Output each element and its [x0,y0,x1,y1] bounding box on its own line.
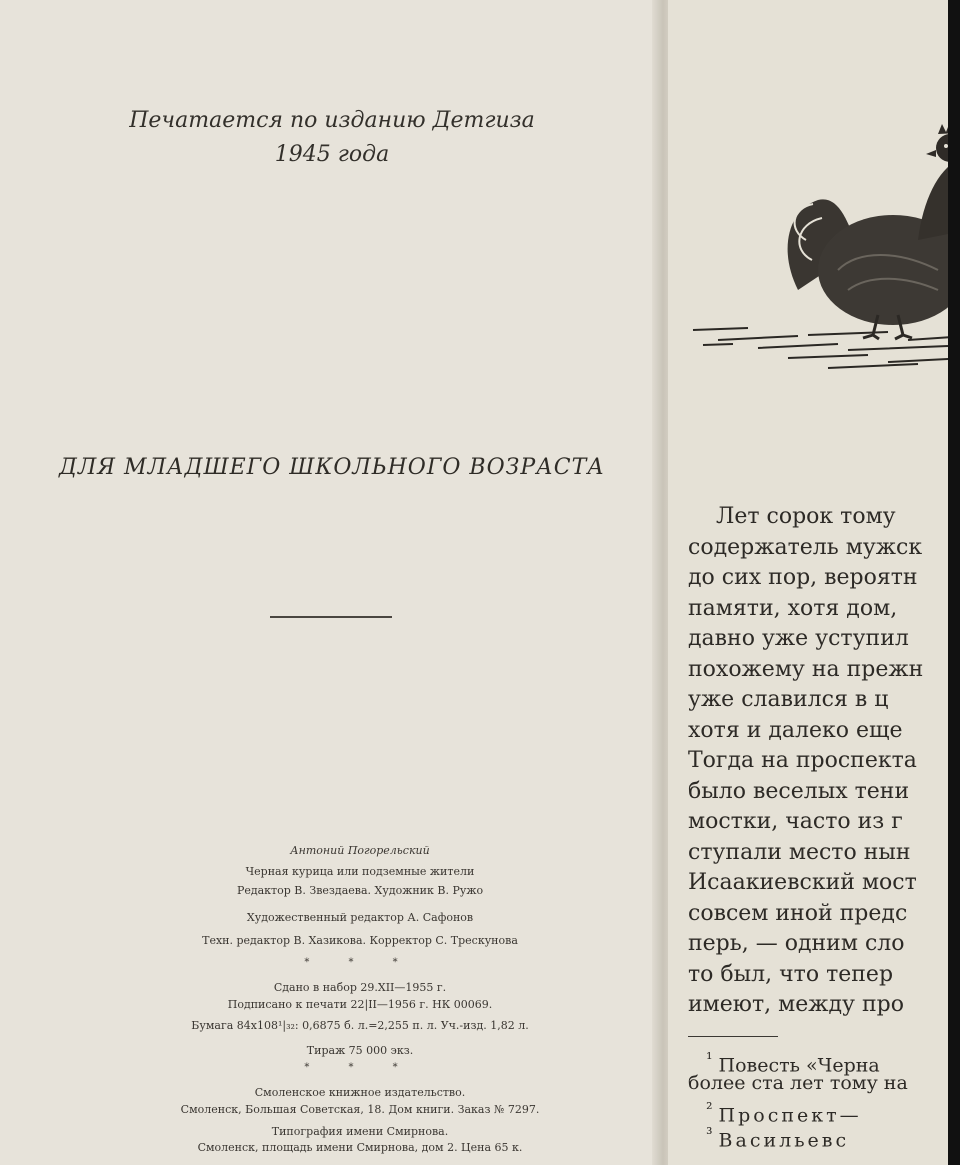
story-line: ступали место нын [688,839,911,865]
imprint-publisher: Смоленское книжное издательство. [254,1086,466,1099]
age-group-label: ДЛЯ МЛАДШЕГО ШКОЛЬНОГО ВОЗРАСТА [59,455,605,480]
imprint-editor: Редактор В. Звездаева. Художник В. Ружо [236,884,484,897]
imprint-signed: Подписано к печати 22|II—1956 г. НК 00069. [227,998,493,1011]
story-line: Тогда на проспекта [688,748,917,773]
story-line: совсем иной предс [688,900,908,926]
story-line: хотя и далеко еще [688,717,903,743]
footnote-2: $^{^2}$ Проспект— [706,1099,862,1127]
reprint-note-line2: 1945 года [274,142,390,167]
story-line: перь, — одним сло [688,931,905,956]
story-line: имеют, между про [688,992,904,1017]
reprint-note-line1: Печатается по изданию Детгиза [129,108,535,133]
story-line: было веселых тени [688,778,910,804]
story-line: памяти, хотя дом, [688,595,898,621]
right-page [668,0,960,1165]
footnotes [688,1046,960,1152]
imprint-printer-address: Смоленск, площадь имени Смирнова, дом 2. Цена 65 к. [197,1141,523,1154]
imprint-publisher-address: Смоленск, Большая Советская, 18. Дом книги. Заказ № 7297. [180,1103,540,1116]
imprint-print-run: Тираж 75 000 экз. [306,1044,414,1057]
imprint-typeset: Сдано в набор 29.XII—1955 г. [273,981,447,994]
rooster-illustration [688,100,960,400]
story-text [688,502,960,1021]
imprint-paper: Бумага 84x108¹|₃₂: 0,6875 б. л.=2,255 п. л. Уч.-изд. 1,82 л. [191,1019,529,1032]
story-line: уже славился в ц [688,687,889,712]
story-line: до сих пор, вероятн [688,565,918,590]
imprint-art-editor: Художественный редактор А. Сафонов [246,911,474,924]
footnote-rule [688,1036,778,1037]
story-line: похожему на прежн [688,656,924,682]
imprint-author: Антоний Погорельский [290,844,430,857]
story-line: Лет сорок тому [688,504,896,529]
page-edge-shadow [948,0,960,1165]
footnote-1: $^{^1}$ Повесть «Черна [706,1049,880,1077]
footnote-3: $^{^3}$ Васильевс [706,1124,850,1152]
story-line: давно уже уступил [688,626,909,651]
imprint-printer: Типография имени Смирнова. [271,1125,449,1138]
story-line: то был, что тепер [688,961,894,987]
imprint-stars: * * * [304,957,416,968]
imprint-stars-2: * * * [304,1062,416,1073]
imprint-tech-editor: Техн. редактор В. Хазикова. Корректор С. Трескунова [202,934,518,947]
divider-rule [270,616,392,618]
imprint-title: Черная курица или подземные жители [245,865,475,878]
story-line: содержатель мужск [688,534,923,560]
footnote-1-cont: более ста лет тому на [688,1072,908,1094]
story-line: мостки, часто из г [688,809,903,834]
story-line: Исаакиевский мост [688,870,917,895]
